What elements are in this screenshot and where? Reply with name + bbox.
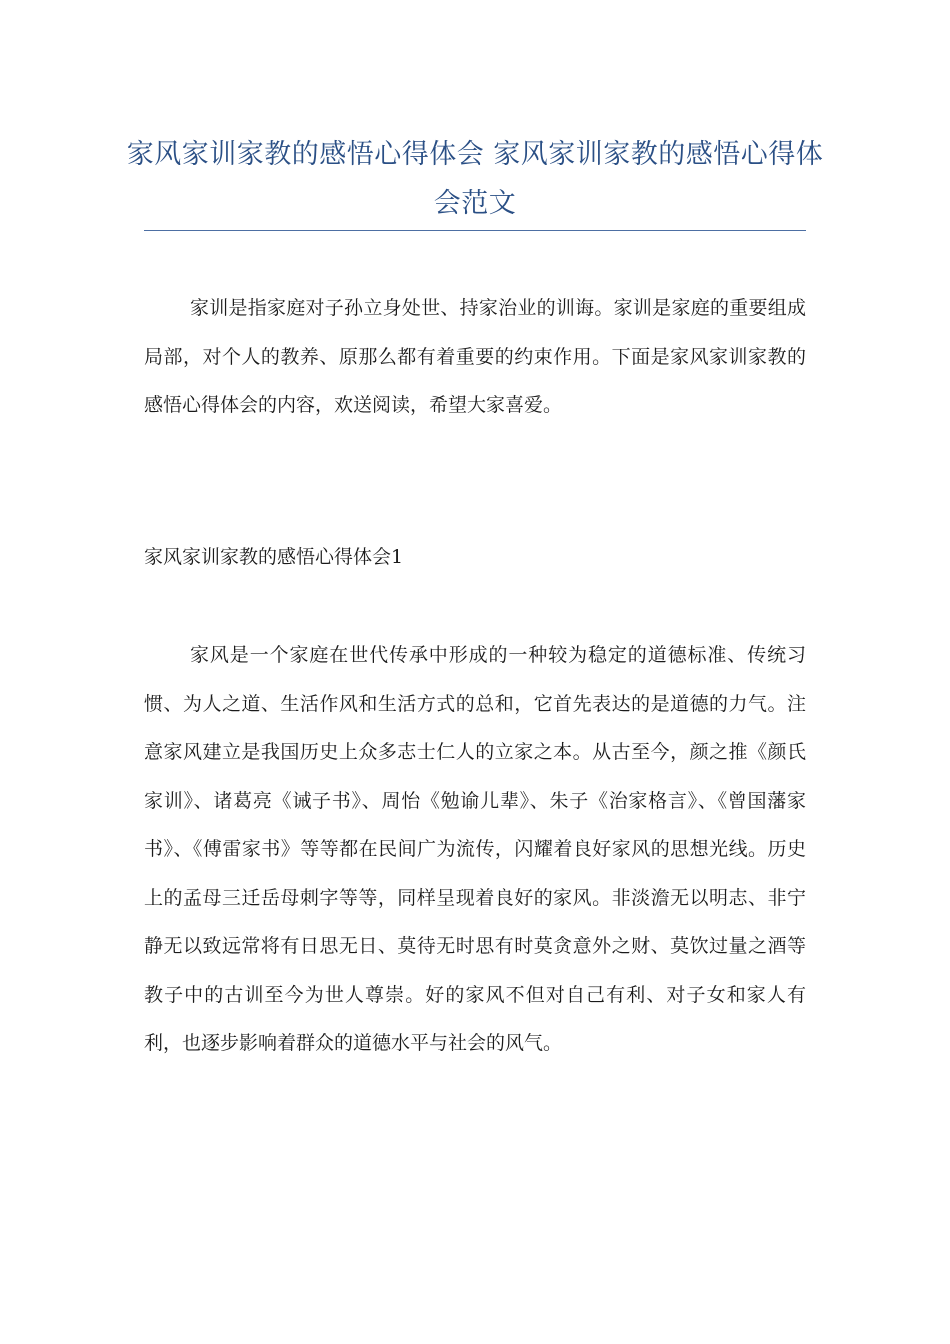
section-heading: 家风家训家教的感悟心得体会1 [144, 546, 404, 568]
title-underline [144, 230, 806, 231]
section-paragraph: 家风是一个家庭在世代传承中形成的一种较为稳定的道德标准、传统习惯、为人之道、生活作风和生活方式的总和，它首先表达的是道德的力气。注意家风建立是我国历史上众多志士仁人的立家之本。从古至今，颜之推《颜氏家训》、诸葛亮《诫子书》、周怡《勉谕儿辈》、朱子《治家格言》、《曾国藩家书》、《傅雷家书》等等都在民间广为流传，闪耀着良好家风的思想光线。历史上的孟母三迁岳母刺字等等，同样呈现着良好的家风。非淡澹无以明志、非宁静无以致远常将有日思无日、莫待无时思有时莫贪意外之财、莫饮过量之酒等教子中的古训至今为世人尊崇。好的家风不但对自己有利、对子女和家人有利，也逐步影响着群众的道德水平与社会的风气。 [144, 644, 806, 1054]
document-title: 家风家训家教的感悟心得体会 家风家训家教的感悟心得体会范文 [126, 139, 824, 219]
intro-paragraph: 家训是指家庭对子孙立身处世、持家治业的训诲。家训是家庭的重要组成局部，对个人的教养、原那么都有着重要的约束作用。下面是家风家训家教的感悟心得体会的内容，欢送阅读，希望大家喜爱。 [144, 297, 806, 416]
